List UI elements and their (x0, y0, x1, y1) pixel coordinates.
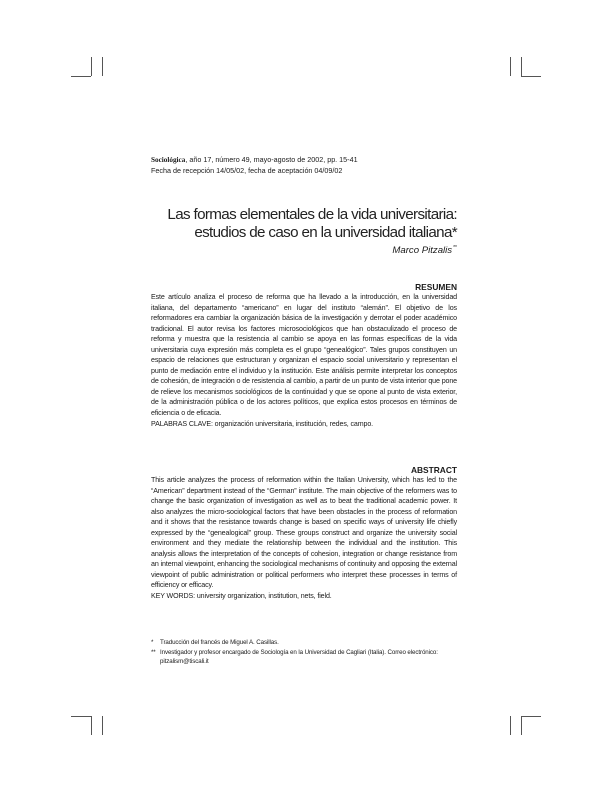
journal-name: Sociológica (151, 156, 186, 164)
crop-mark (71, 716, 91, 717)
abstract-keywords: KEY WORDS: university organization, institution, nets, field. (151, 592, 332, 601)
footnotes (151, 638, 457, 667)
footnote-mark: * (151, 639, 154, 646)
crop-mark (510, 57, 511, 76)
crop-mark (521, 57, 522, 76)
footnote (151, 638, 457, 648)
abstract-body: This article analyzes the process of reformation within the Italian University, which has led to the “American” department instead of the “German” institute. The main objective of the reformers was to change the basic organization of investigation as well as to beat the traditional academic power. It also analyzes the micro-sociological factors that have been obstacles in the process of reformation and it shows that the resistance towards change is based on specific ways of university life chiefly expressed by the “genealogical” group. These groups construct and organize the university social environment and they mediate the relationship between the individual and the institution. This analysis allows the interpretation of the concepts of cohesion, integration or change resistance from an internal viewpoint, enhancing the sociological mechanisms of continuity and opposing the external viewpoint of public administration or political performers who interpret these processes in terms of efficiency or efficacy. (151, 476, 457, 590)
resumen-keywords: PALABRAS CLAVE: organización universitaria, institución, redes, campo. (151, 419, 373, 428)
citation-line (151, 155, 457, 166)
resumen-section (151, 282, 457, 429)
crop-mark (521, 76, 541, 77)
crop-mark (91, 57, 92, 76)
abstract-heading: ABSTRACT (410, 465, 457, 475)
resumen-heading: RESUMEN (415, 282, 457, 292)
author-name: Marco Pitzalis (392, 245, 453, 256)
footnote-text: Investigador y profesor encargado de Sociología en la Universidad de Cagliari (Italia). Correo electrónico: pitzalism@tiscali.it (160, 648, 438, 665)
citation (151, 155, 457, 175)
footnote-text: Traducción del francés de Miguel A. Casillas. (160, 639, 279, 646)
resumen-body: Este artículo analiza el proceso de reforma que ha llevado a la introducción, en la universidad italiana, del departamento “americano” en lugar del instituto “alemán”. El objetivo de los reformadores era cambiar la organización básica de la investigación y derrotar el poder académico tradicional. El autor revisa los factores microsociológicos que han obstaculizado el proceso de reforma y muestra que la resistencia al cambio se apoya en las formas específicas de la vida universitaria cuya expresión más completa es el grupo “genealógico”. Tales grupos constituyen un espacio de relaciones que estructuran y organizan el espacio social universitario y representan el punto de mediación entre el individuo y la institución. Este análisis permite interpretar los conceptos de cohesión, de integración o de resistencia al cambio, a partir de un punto de vista interior que pone de relieve los mecanismos sociológicos de la continuidad y que se opone al punto de vista exterior, de la administración pública o de los actores políticos, que explica estos procesos en términos de eficiencia o de eficacia. (151, 293, 457, 418)
title-line: estudios de caso en la universidad italiana* (194, 223, 457, 241)
article-title (151, 206, 457, 241)
crop-mark (102, 716, 103, 735)
crop-mark (91, 716, 92, 735)
citation-dates: Fecha de recepción 14/05/02, fecha de aceptación 04/09/02 (151, 165, 343, 175)
footnote-mark: ** (151, 648, 156, 656)
crop-mark (102, 57, 103, 76)
author-footnote-mark: ** (453, 245, 457, 251)
crop-mark (521, 716, 541, 717)
crop-mark (521, 716, 522, 735)
citation-details: , año 17, número 49, mayo-agosto de 2002, pp. 15-41 (185, 155, 358, 164)
crop-mark (510, 716, 511, 735)
abstract-section (151, 465, 457, 602)
crop-mark (71, 76, 91, 77)
title-line: Las formas elementales de la vida universitaria: (167, 206, 457, 223)
footnote (151, 648, 457, 667)
author-line (151, 243, 457, 256)
